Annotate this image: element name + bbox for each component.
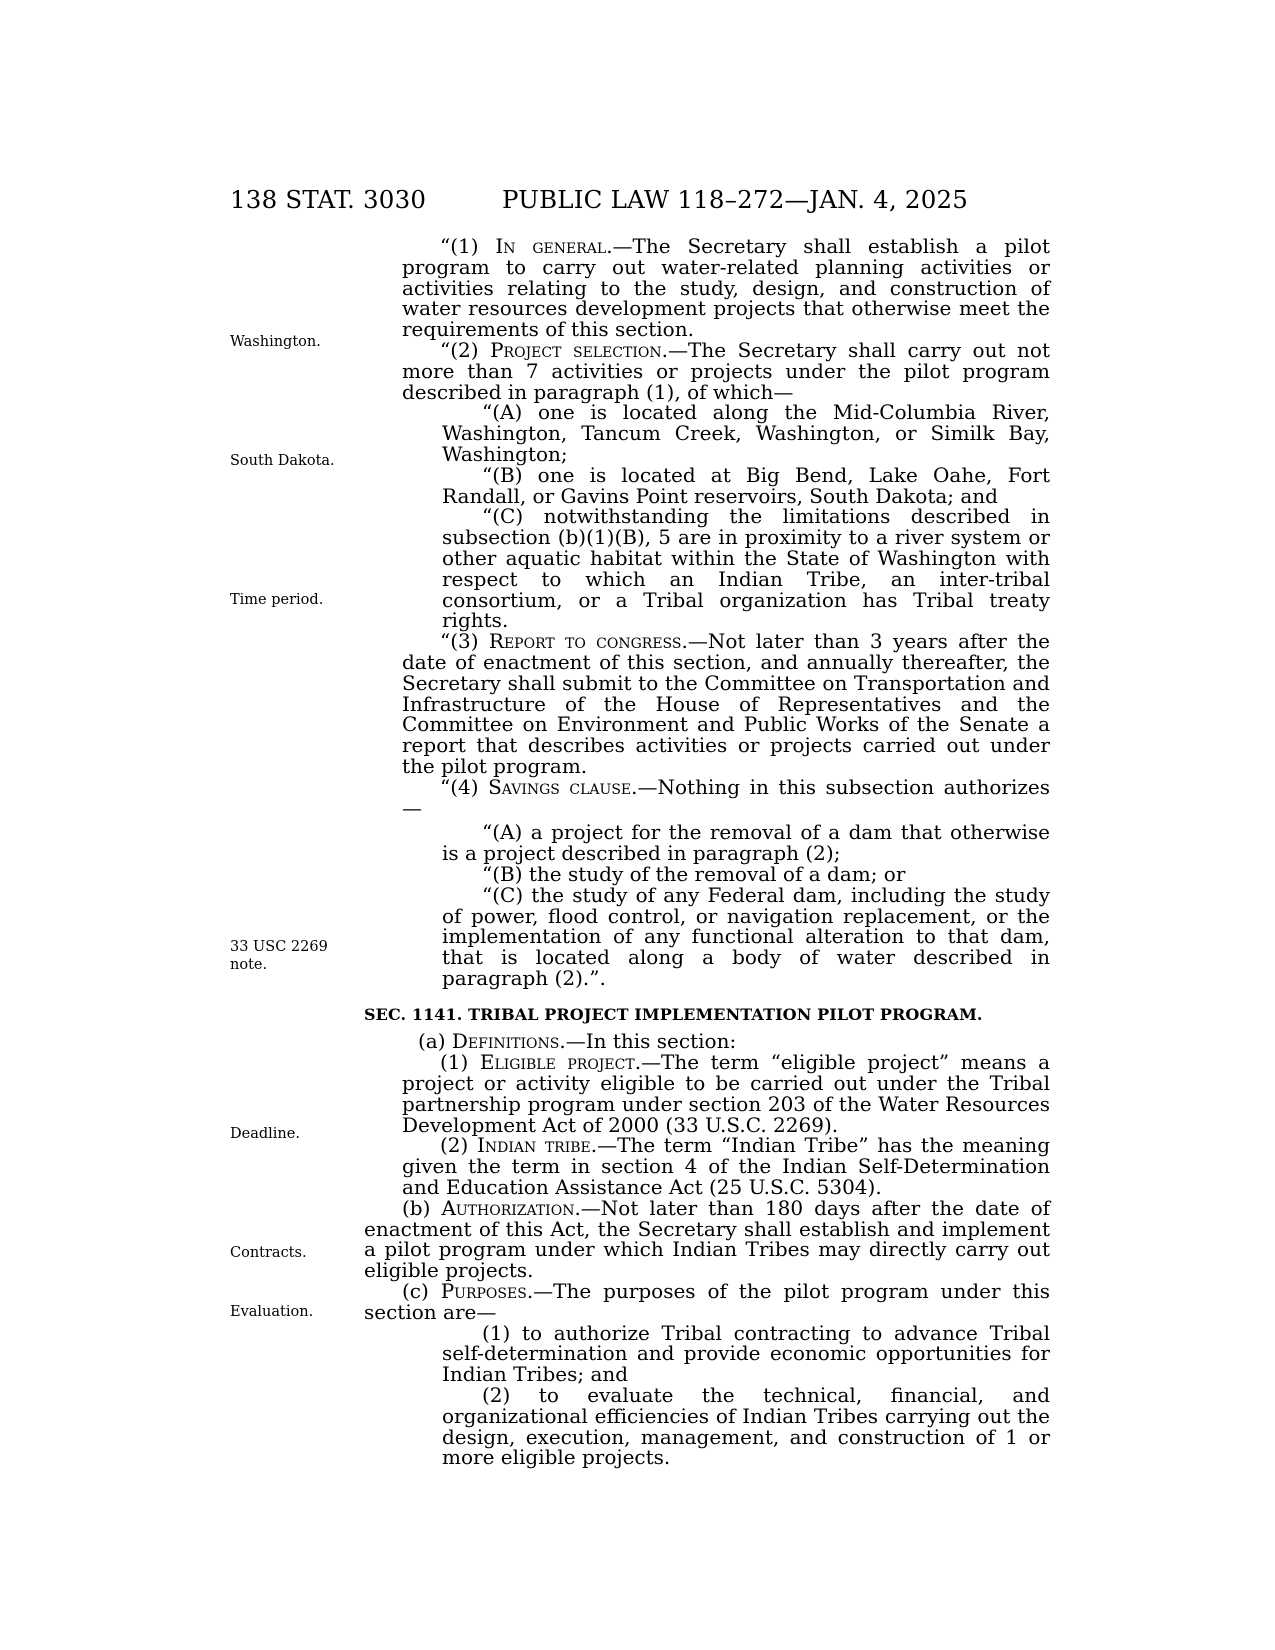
margin-note-usc-cite: 33 USC 2269	[230, 939, 328, 955]
margin-note-evaluation: Evaluation.	[230, 1304, 314, 1320]
subparagraph-2c: “(C) notwithstanding the limitations described in subsection (b)(1)(B), 5 are in proximity to a river system or other aquatic habitat within the State of Washington with respect to which an Indian Tribe, an inter-tribal consortium, or a Tribal organization has Tribal treaty rights.	[442, 504, 1050, 633]
paragraph-2-project-selection	[380, 337, 1050, 404]
para-text: .—The term “Indian Tribe” has the meaning given the term in section 4 of the Indian Self-Determination and Education Assistance Act (25 U.S.C. 5304).	[402, 1133, 1050, 1200]
para-number: (b)	[402, 1195, 442, 1220]
para-number: (1)	[440, 1050, 480, 1075]
para-heading: Savings clause	[488, 774, 632, 799]
para-heading: Report to congress	[488, 629, 682, 654]
paragraph-3-report	[380, 631, 1050, 777]
statute-page-number: 138 STAT. 3030	[230, 185, 427, 214]
margin-note-contracts: Contracts.	[230, 1245, 307, 1261]
margin-note-south-dakota: South Dakota.	[230, 453, 335, 469]
para-heading: Indian tribe	[476, 1133, 591, 1158]
para-heading: In general	[495, 234, 607, 258]
para-number: “(1)	[440, 234, 496, 258]
para-text: .—The term “eligible project” means a project or activity eligible to be carried out under the Tribal partnership program under section 203 of the Water Resources Development Act of 2000 (33 U.S.C. 2269).	[402, 1050, 1050, 1137]
margin-note-deadline: Deadline.	[230, 1126, 300, 1142]
para-text: .—The purposes of the pilot program under this section are—	[364, 1279, 1050, 1324]
definition-eligible-project	[380, 1052, 1050, 1135]
subsection-c-purposes	[364, 1281, 1050, 1323]
subparagraph-2a: “(A) one is located along the Mid-Columbia River, Washington, Tancum Creek, Washington, or Similk Bay, Washington;	[442, 400, 1050, 466]
document-body	[364, 234, 1051, 1470]
para-number: (c)	[402, 1279, 441, 1304]
para-heading: Project selection	[490, 337, 662, 362]
running-header-title: PUBLIC LAW 118–272—JAN. 4, 2025	[502, 185, 969, 214]
para-number: “(4)	[440, 774, 489, 799]
para-heading: Definitions	[451, 1029, 560, 1054]
purpose-1: (1) to authorize Tribal contracting to advance Tribal self-determination and provide economic opportunities for Indian Tribes; and	[442, 1320, 1050, 1387]
margin-note-washington: Washington.	[230, 334, 321, 350]
para-number: (2)	[440, 1133, 477, 1158]
para-heading: Purposes	[440, 1279, 527, 1304]
para-number: “(3)	[440, 629, 489, 654]
para-text: .—Nothing in this subsection authorizes—	[402, 774, 1050, 820]
section-heading: SEC. 1141. TRIBAL PROJECT IMPLEMENTATION PILOT PROGRAM.	[364, 1004, 983, 1024]
paragraph-4-savings-clause	[380, 774, 1050, 820]
para-heading: Eligible project	[479, 1050, 635, 1075]
para-heading: Authorization	[441, 1195, 575, 1220]
purpose-2: (2) to evaluate the technical, financial, and organizational efficiencies of Indian Tribes carrying out the design, execution, management, and construction of 1 or more eligible projects.	[442, 1383, 1050, 1470]
para-number: “(2)	[440, 337, 491, 362]
para-text: .—The Secretary shall establish a pilot program to carry out water-related planning activities or activities relating to the study, design, and construction of water resources development projects that otherwise meet the requirements of this section.	[402, 234, 1050, 342]
margin-note-time-period: Time period.	[230, 592, 324, 608]
subparagraph-4a: “(A) a project for the removal of a dam that otherwise is a project described in paragraph (2);	[442, 820, 1050, 866]
para-text: .—The Secretary shall carry out not more than 7 activities or projects under the pilot program described in paragraph (1), of which—	[402, 337, 1050, 404]
para-number: (a)	[418, 1029, 452, 1054]
margin-note-note: note.	[230, 957, 268, 973]
subparagraph-4c: “(C) the study of any Federal dam, including the study of power, flood control, or navigation replacement, or the implementation of any functional alteration to that dam, that is located along a body of water described in paragraph (2).”.	[442, 882, 1050, 990]
paragraph-1-in-general	[380, 236, 1050, 340]
subparagraph-2b: “(B) one is located at Big Bend, Lake Oahe, Fort Randall, or Gavins Point reservoirs, South Dakota; and	[442, 462, 1050, 508]
para-text: .—Not later than 3 years after the date of enactment of this section, and annually thereafter, the Secretary shall submit to the Committee on Transportation and Infrastructure of the House of Representatives and the Committee on Environment and Public Works of the Senate a report that describes activities or projects carried out under the pilot program.	[402, 629, 1050, 778]
subsection-b-authorization	[364, 1195, 1051, 1283]
definition-indian-tribe	[380, 1133, 1050, 1200]
subparagraph-4b: “(B) the study of the removal of a dam; or	[482, 861, 906, 886]
para-text: .—Not later than 180 days after the date of enactment of this Act, the Secretary shall establish and implement a pilot program under which Indian Tribes may directly carry out eligible projects.	[364, 1195, 1051, 1283]
subsection-a-definitions	[380, 1031, 1050, 1052]
para-text: .—In this section:	[559, 1029, 737, 1054]
